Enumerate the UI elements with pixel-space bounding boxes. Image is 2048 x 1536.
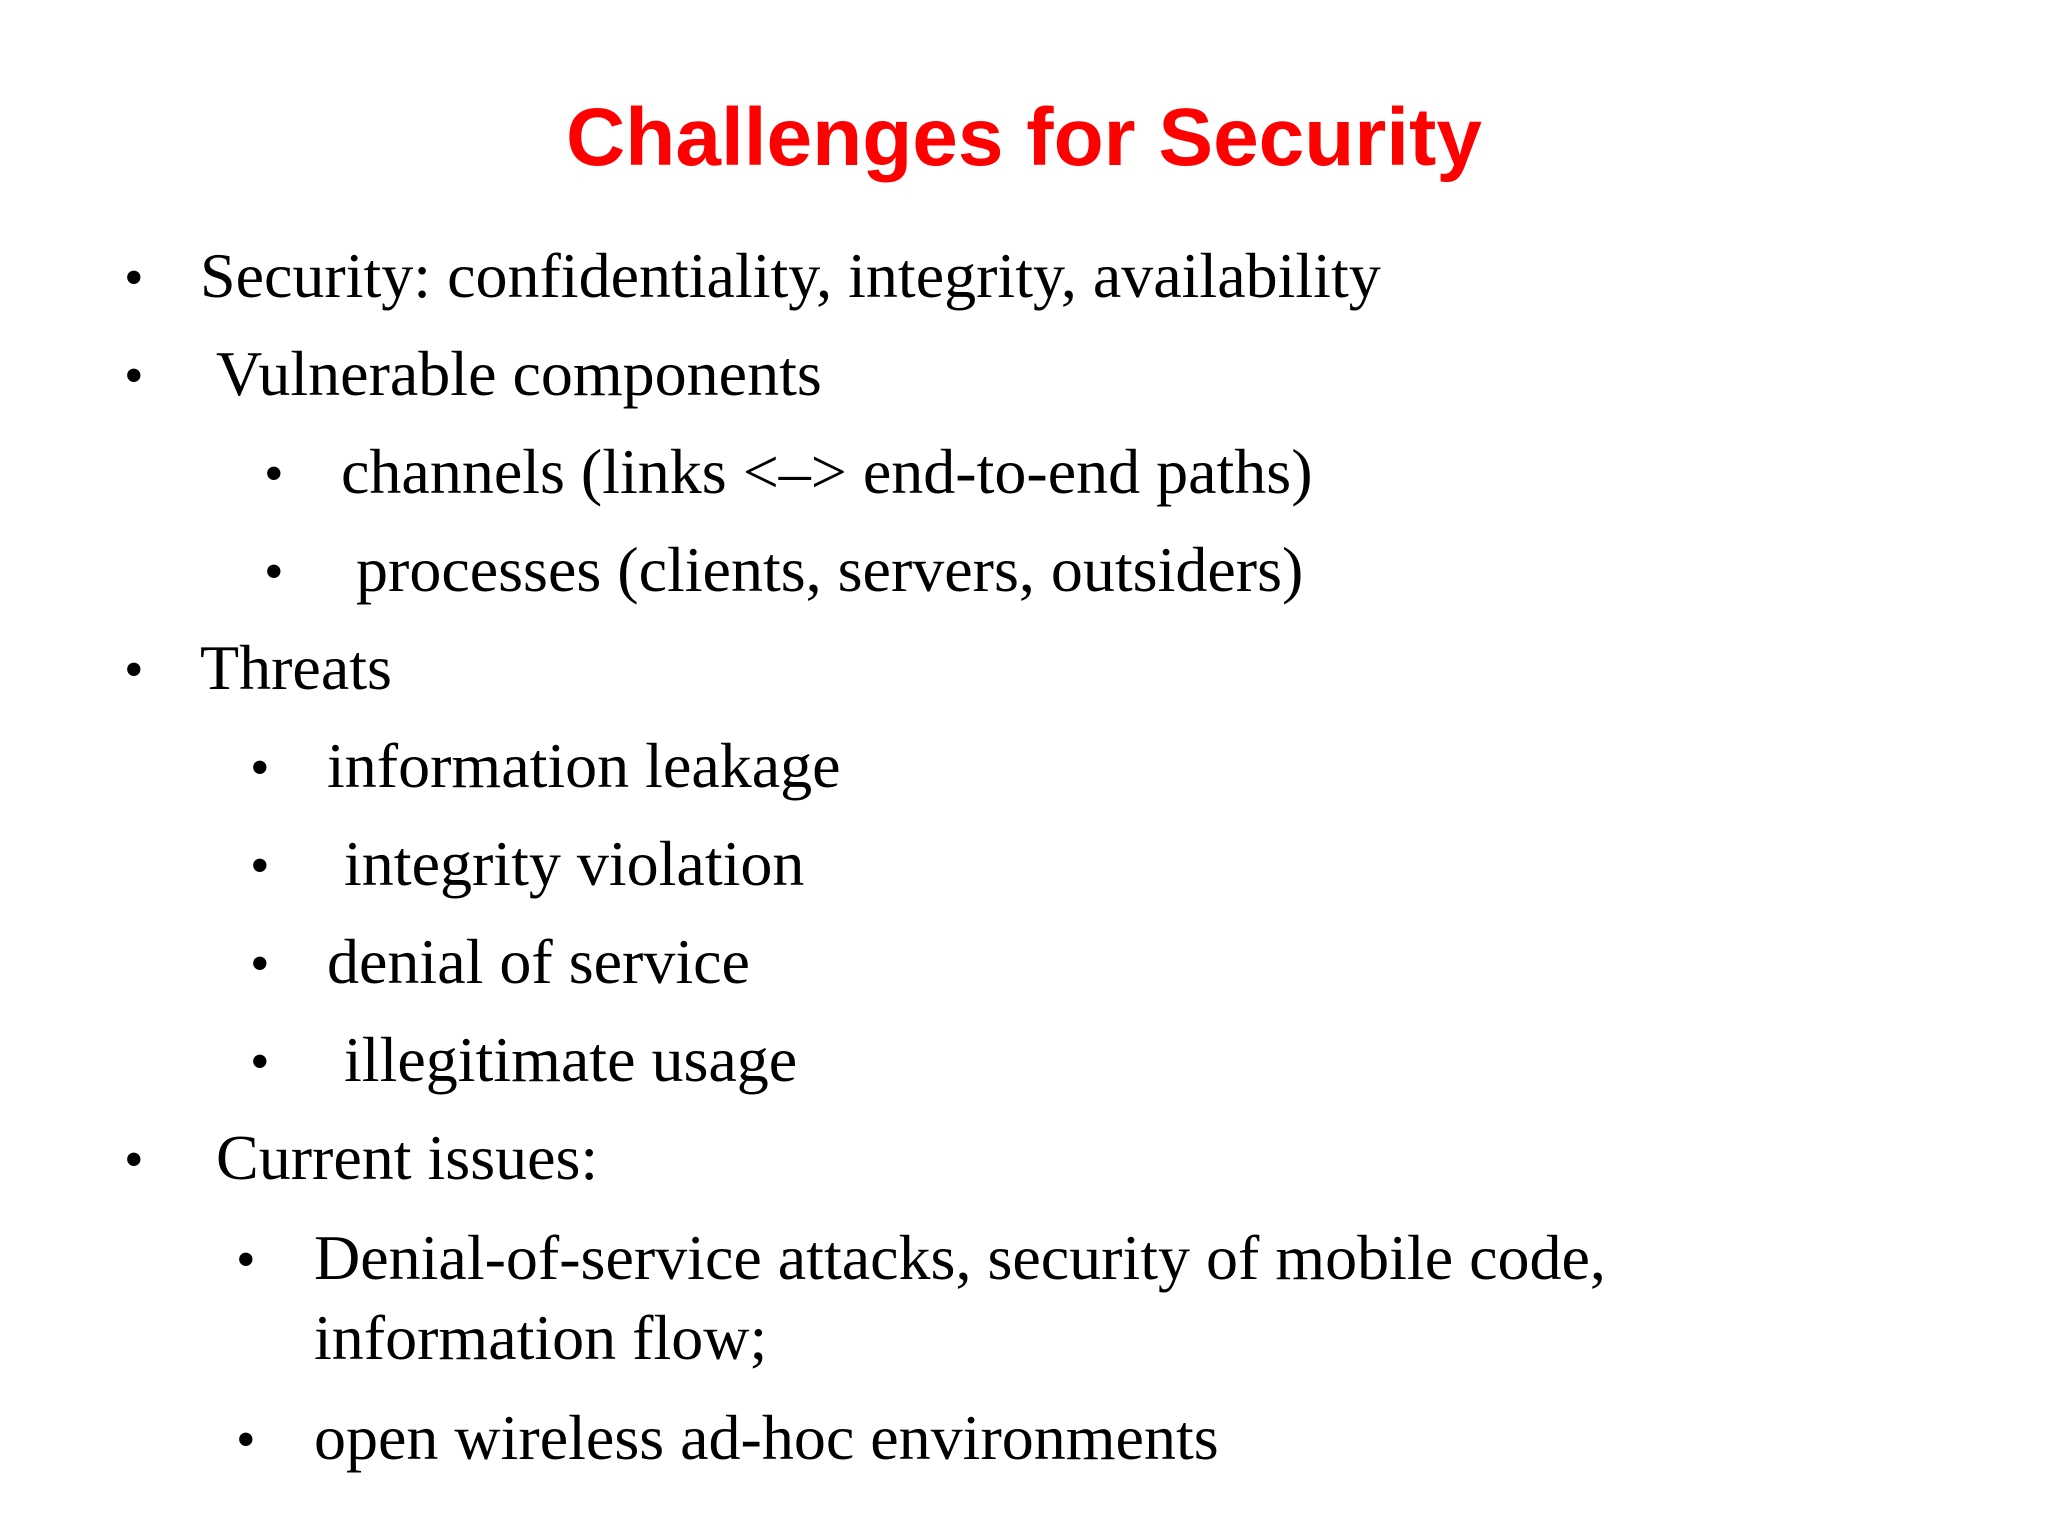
sub-bullet-icon: • (236, 1229, 256, 1291)
sub-bullet-icon: • (236, 1409, 256, 1471)
sub-bullet-item: Denial-of-service attacks, security of mobile code, information flow; (314, 1222, 1606, 1373)
bullet-icon: • (124, 345, 144, 407)
bullet-item: Security: confidentiality, integrity, availability (200, 240, 1381, 311)
sub-bullet-icon: • (264, 443, 284, 505)
sub-bullet-icon: • (250, 933, 270, 995)
sub-bullet-item: information leakage (327, 730, 841, 801)
bullet-icon: • (124, 247, 144, 309)
slide-title: Challenges for Security (566, 92, 1482, 183)
sub-bullet-item: illegitimate usage (344, 1024, 798, 1095)
bullet-item: Current issues: (216, 1122, 599, 1193)
bullet-item: Threats (200, 632, 392, 703)
sub-bullet-item: denial of service (327, 926, 750, 997)
sub-bullet-icon: • (250, 835, 270, 897)
sub-bullet-item: channels (links <–> end-to-end paths) (341, 436, 1313, 507)
sub-bullet-item: open wireless ad-hoc environments (314, 1402, 1219, 1473)
sub-bullet-icon: • (250, 737, 270, 799)
sub-bullet-icon: • (250, 1031, 270, 1093)
sub-bullet-icon: • (264, 541, 284, 603)
sub-bullet-item: integrity violation (344, 828, 805, 899)
sub-bullet-item: processes (clients, servers, outsiders) (356, 534, 1304, 605)
bullet-icon: • (124, 639, 144, 701)
bullet-item: Vulnerable components (216, 338, 822, 409)
bullet-icon: • (124, 1129, 144, 1191)
